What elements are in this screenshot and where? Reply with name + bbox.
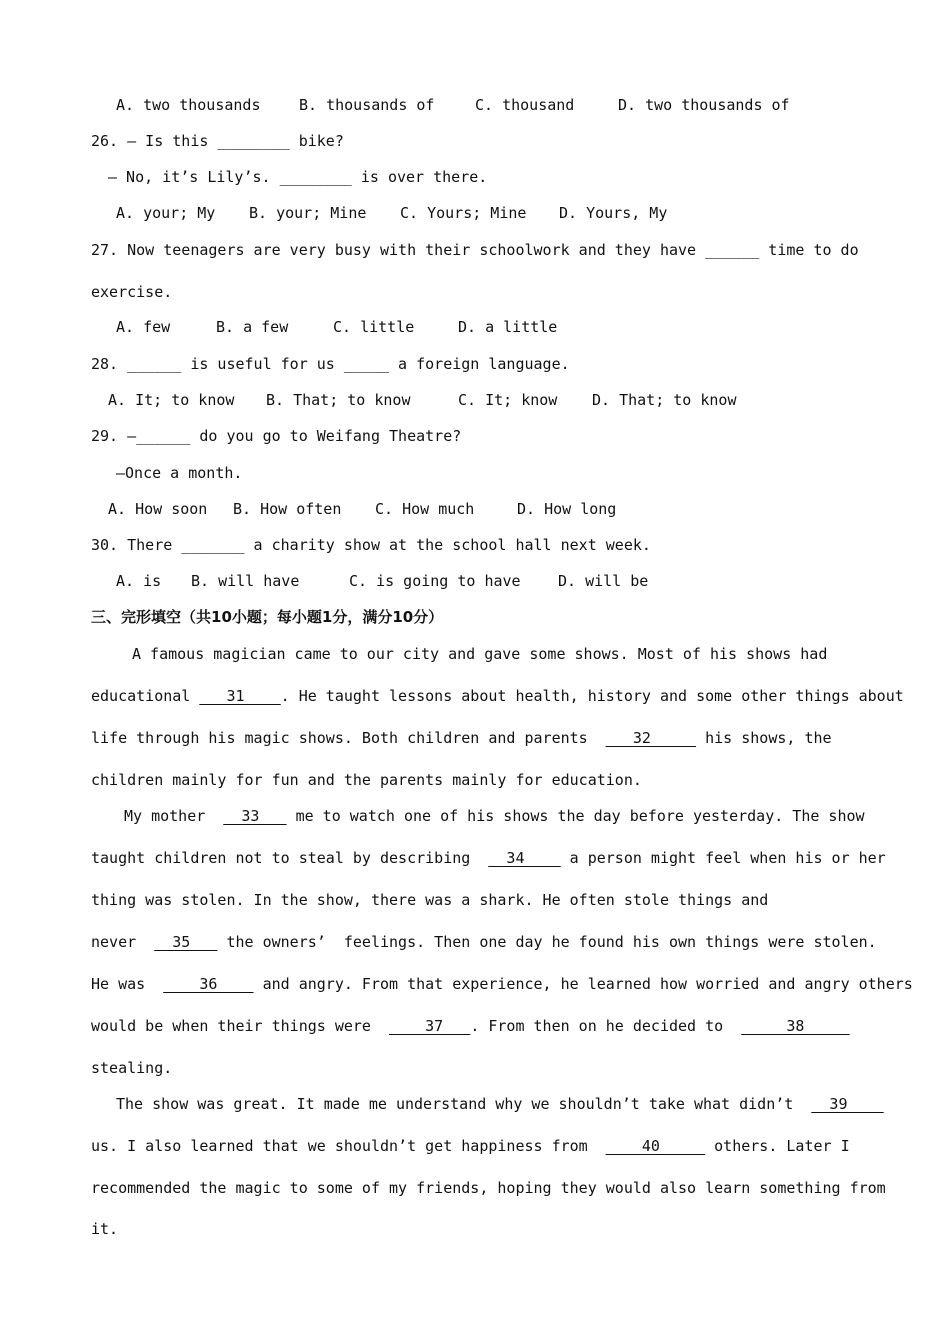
p2-line4 (91, 930, 877, 954)
q27-option-b: B. a few (216, 318, 289, 336)
p3-line1 (116, 1092, 884, 1116)
p2-line6-text-a: would be when their things were (91, 1017, 371, 1035)
blank-31[interactable]: ___31____ (199, 687, 281, 705)
p2-line2 (91, 846, 886, 870)
p2-line5-text-a: He was (91, 975, 146, 993)
p3-line3: recommended the magic to some of my friends, hoping they would also learn something from (91, 1179, 886, 1197)
blank-39[interactable]: __39____ (811, 1095, 884, 1113)
q26-reply: — No, it’s Lily’s. ________ is over there. (108, 168, 488, 186)
q26-option-d: D. Yours, My (559, 204, 668, 222)
p1-line2-text-b: . He taught lessons about health, history and some other things about (280, 687, 904, 705)
q27-option-c: C. little (333, 318, 415, 336)
p2-line4-text-a: never (91, 933, 137, 951)
p3-line2 (91, 1134, 850, 1158)
blank-32[interactable]: ___32_____ (605, 729, 697, 747)
p1-line3 (91, 726, 832, 750)
p2-line2-text-a: taught children not to steal by describing (91, 849, 471, 867)
q27-option-d: D. a little (458, 318, 558, 336)
section3-heading: 三、完形填空（共10小题；每小题1分，满分10分） (91, 608, 444, 626)
p2-line6-text-b: . From then on he decided to (470, 1017, 724, 1035)
p2-line5-text-b: and angry. From that experience, he learned how worried and angry others (262, 975, 913, 993)
q25-option-d: D. two thousands of (618, 96, 790, 114)
q26-option-c: C. Yours; Mine (400, 204, 527, 222)
p2-line5 (91, 972, 913, 996)
q26-option-b: B. your; Mine (249, 204, 367, 222)
blank-37[interactable]: ____37___ (389, 1017, 471, 1035)
q28-option-a: A. It; to know (108, 391, 235, 409)
p3-line2-text-b: others. Later I (714, 1137, 850, 1155)
q28-options (0, 388, 950, 412)
p2-line1-text-b: me to watch one of his shows the day before yesterday. The show (295, 807, 865, 825)
q27-stem-cont: exercise. (91, 283, 173, 301)
q30-option-a: A. is (116, 572, 162, 590)
q30-stem: 30. There _______ a charity show at the school hall next week. (91, 536, 651, 554)
blank-35[interactable]: __35___ (154, 933, 218, 951)
blank-34[interactable]: __34____ (488, 849, 561, 867)
q27-option-a: A. few (116, 318, 171, 336)
blank-40[interactable]: ____40_____ (605, 1137, 706, 1155)
q30-option-b: B. will have (191, 572, 300, 590)
blank-38[interactable]: _____38_____ (741, 1017, 850, 1035)
blank-36[interactable]: ____36____ (163, 975, 254, 993)
q27-stem: 27. Now teenagers are very busy with their schoolwork and they have ______ time to do (91, 241, 859, 259)
blank-33[interactable]: __33___ (223, 807, 287, 825)
q28-option-d: D. That; to know (592, 391, 737, 409)
p3-line1-text-a: The show was great. It made me understand why we shouldn’t take what didn’t (116, 1095, 794, 1113)
q28-stem: 28. ______ is useful for us _____ a foreign language. (91, 355, 570, 373)
q30-options (0, 569, 950, 593)
p1-line2 (91, 684, 904, 708)
p3-line2-text-a: us. I also learned that we shouldn’t get happiness from (91, 1137, 588, 1155)
q25-option-c: C. thousand (475, 96, 575, 114)
q26-option-a: A. your; My (116, 204, 216, 222)
q25-option-a: A. two thousands (116, 96, 261, 114)
p2-line1 (124, 804, 865, 828)
p1-line1: A famous magician came to our city and gave some shows. Most of his shows had (132, 645, 828, 663)
q28-option-b: B. That; to know (266, 391, 411, 409)
q29-stem: 29. —______ do you go to Weifang Theatre? (91, 427, 462, 445)
p1-line2-text-a: educational (91, 687, 191, 705)
q29-options (0, 497, 950, 521)
q29-option-b: B. How often (233, 500, 342, 518)
p1-line4: children mainly for fun and the parents mainly for education. (91, 771, 642, 789)
p2-line7: stealing. (91, 1059, 173, 1077)
q29-option-c: C. How much (375, 500, 475, 518)
q30-option-c: C. is going to have (349, 572, 521, 590)
q29-option-a: A. How soon (108, 500, 208, 518)
q27-options (0, 315, 950, 339)
q25-option-b: B. thousands of (299, 96, 435, 114)
q29-reply: —Once a month. (116, 464, 243, 482)
p2-line6 (91, 1014, 850, 1038)
q28-option-c: C. It; know (458, 391, 558, 409)
q29-option-d: D. How long (517, 500, 617, 518)
q26-stem: 26. — Is this ________ bike? (91, 132, 344, 150)
p2-line4-text-b: the owners’ feelings. Then one day he found his own things were stolen. (226, 933, 877, 951)
p2-line1-text-a: My mother (124, 807, 206, 825)
p2-line3: thing was stolen. In the show, there was a shark. He often stole things and (91, 891, 769, 909)
q25-options (0, 93, 950, 117)
q26-options (0, 201, 950, 225)
p1-line3-text-b: his shows, the (705, 729, 832, 747)
p2-line2-text-b: a person might feel when his or her (569, 849, 886, 867)
p3-line4: it. (91, 1220, 119, 1238)
q30-option-d: D. will be (558, 572, 649, 590)
p1-line3-text-a: life through his magic shows. Both children and parents (91, 729, 588, 747)
